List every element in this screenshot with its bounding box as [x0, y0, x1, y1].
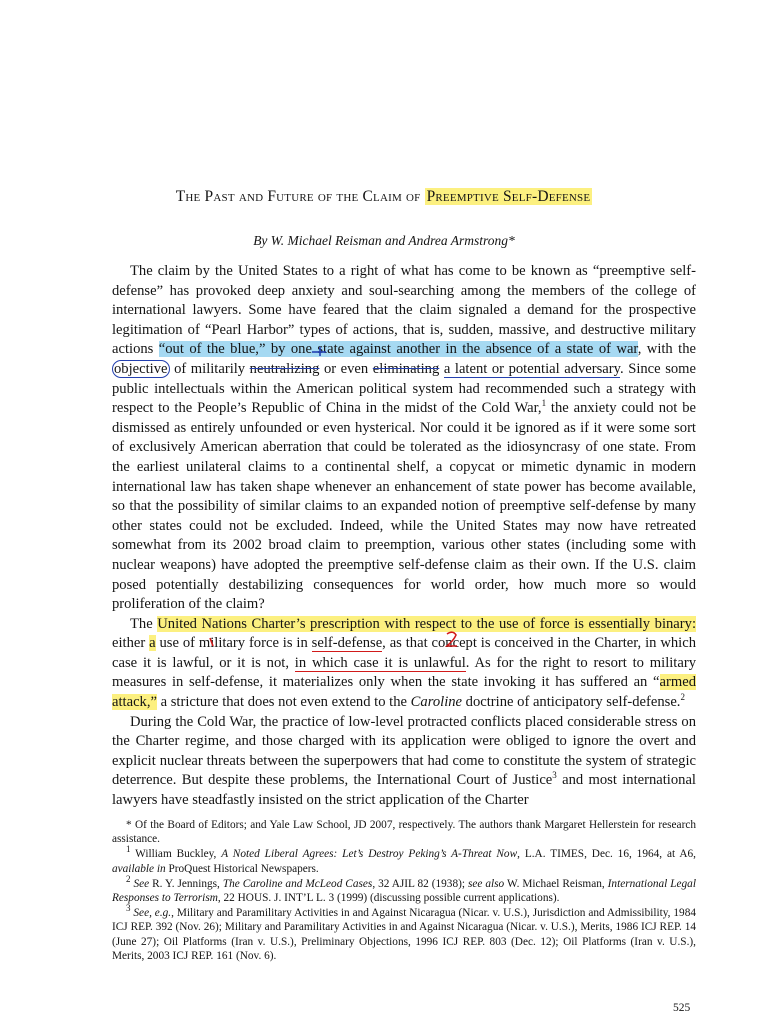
footnote-3-italic: See, e.g. — [133, 907, 172, 920]
p2-text-a: The — [130, 615, 158, 632]
footnote-ref-1: 1 — [541, 398, 547, 409]
byline: By W. Michael Reisman and Andrea Armstrong* — [253, 233, 515, 248]
footnote-ref-2: 2 — [680, 692, 685, 703]
p3-text-b: and most international lawyers have steadfastly insisted on the strict application of the Charter — [112, 772, 696, 809]
footnote-1-text-b: , L.A. TIMES, Dec. 16, 1964, at A6, — [517, 848, 696, 861]
footnote-ref-3: 3 — [552, 770, 557, 781]
article-body — [112, 262, 696, 811]
footnote-2-text-d: W. Michael Reisman, — [504, 877, 608, 890]
footnote-1 — [112, 844, 696, 875]
footnote-1-italic: A Noted Liberal Agrees: Let’s Destroy Peking’s A-Threat Now — [221, 848, 518, 861]
p2-text-f: a stricture that does not even extend to the — [156, 694, 411, 711]
p1-text-c: of militarily — [169, 360, 250, 377]
footnote-2-italic-3: International Legal Responses to Terrorism — [112, 877, 696, 905]
p1-text-f: . Since some public intellectuals within the American political system had recommended such a strategy with respect to the People’s Republic of China in the midst of the Cold War, — [112, 360, 697, 417]
p3-text-a: During the Cold War, the practice of low-level protracted conflicts placed considerable stress on the Charter regime, and those charged with its application were obliged to ignore the overt and explicit nuclear threats between the superpowers that had come to constitute the system of strategic deterrence. But despite these problems, the International Court of Justice — [112, 713, 696, 789]
p1-text-d: or even — [319, 360, 373, 377]
footnote-star: * Of the Board of Editors; and Yale Law School, JD 2007, respectively. The authors thank Margaret Hellerstein for research assistance. — [112, 819, 696, 846]
p2-text-e: . As for the right to resort to military measures in self-defense, it materializes only when the state invoking it has suffered an “ — [112, 654, 696, 691]
p1-struck-word-1: neutralizing — [249, 360, 320, 377]
footnote-3 — [112, 903, 697, 963]
footnote-2-see: See — [130, 877, 150, 890]
paragraph-2 — [112, 615, 696, 713]
footnote-2-text-c: , 32 AJIL 82 (1938); — [372, 877, 468, 890]
footnote-3-text-b: , Military and Paramilitary Activities in and Against Nicaragua (Nicar. v. U.S.), Jurisdiction and Admissibility, 1984 ICJ REP. 392 (Nov. 26); Military and Paramilitary Activities in and Against Nicaragua (Nicar. v. U.S.), Merits, 1986 ICJ REP. 14 (June 27); Oil Platforms (Iran v. U.S.), Preliminary Objections, 1996 ICJ REP. 803 (Dec. 12); Oil Platforms (Iran v. U.S.), Merits, 2003 ICJ REP. 161 (Nov. 6). — [112, 907, 697, 962]
p1-text-a: The claim by the United States to a right of what has come to be known as “preemptive self-defense” has provoked deep anxiety and soul-searching among the members of the college of international lawyers. Some have feared that the claim signaled a demand for the prospective legitimation of “Pearl Harbor” types of actions, that is, sudden, massive, and destructive military actions — [112, 263, 696, 358]
p2-text-b: either — [112, 635, 150, 652]
p2-highlight-1: United Nations Charter’s prescription with respect to the use of force is essentially binary: — [157, 615, 696, 632]
paragraph-3 — [112, 713, 696, 811]
article-title — [0, 188, 768, 206]
title-highlight: Preemptive Self-Defense — [426, 188, 591, 205]
p1-circled-word: objective — [114, 360, 168, 377]
p1-blue-highlight: “out of the blue,” by one state against another in the absence of a state of war — [158, 341, 638, 358]
p2-underline-2: in which case it is unlawful — [294, 654, 466, 671]
p1-text-b: , with the — [637, 341, 696, 358]
p1-underlined-phrase: a latent or potential adversary — [443, 360, 620, 377]
p2-text-g: doctrine of anticipatory self-defense. — [462, 694, 681, 711]
footnote-2-number: 2 — [126, 874, 131, 885]
p1-struck-word-2: eliminating — [372, 360, 440, 377]
footnote-2 — [112, 874, 696, 905]
title-text: The Past and Future of the Claim of — [175, 188, 425, 205]
footnote-1-number: 1 — [126, 844, 131, 855]
p2-text-c: use of military force is in — [155, 635, 312, 652]
footnote-1-italic-2: available in — [112, 862, 166, 875]
page-number: 525 — [673, 1002, 691, 1014]
footnote-1-text-c: ProQuest Historical Newspapers. — [165, 862, 319, 875]
p2-highlight-3: armed attack,” — [112, 674, 696, 711]
footnote-2-text-b: R. Y. Jennings, — [149, 877, 223, 890]
p2-text-d: , as that concept is conceived in the Charter, in which case it is lawful, or it is not, — [112, 635, 696, 671]
p2-underline-1: self-defense — [311, 635, 383, 652]
footnote-3-number: 3 — [126, 903, 131, 914]
paragraph-1 — [112, 262, 696, 615]
p2-highlight-2: a — [149, 635, 156, 652]
footnotes — [112, 818, 696, 964]
footnote-2-italic: The Caroline and McLeod Cases — [222, 877, 373, 890]
p2-italic-caroline: Caroline — [410, 694, 463, 711]
p1-text-g: the anxiety could not be dismissed as entirely unfounded or even hysterical. Nor could it be ignored as if it were some sort of exclusively American aberration that could be tolerated as the idiosyncrasy of one state. From the earliest unilateral claims to a continental shelf, a copycat or mimetic dynamic in modern international law has taken shape whenever an enhancement of state power has become available, so that the possibility of similar claims to an expanded notion of preemptive self-defense by many other states could not be excluded. Indeed, while the United States may now have retreated somewhat from its 2002 broad claim to preemption, various other states (including some with nuclear weapons) have adopted the preemptive self-defense claim as their own. If the U.S. claim posed potentially destabilizing consequences for world order, how much more so would proliferation of the claim? — [112, 400, 696, 613]
footnote-1-text-a: William Buckley, — [130, 848, 222, 861]
footnote-2-text-e: , 22 HOUS. J. INT’L L. 3 (1999) (discussing possible current applications). — [217, 892, 560, 905]
footnote-2-italic-2: see also — [467, 877, 505, 890]
